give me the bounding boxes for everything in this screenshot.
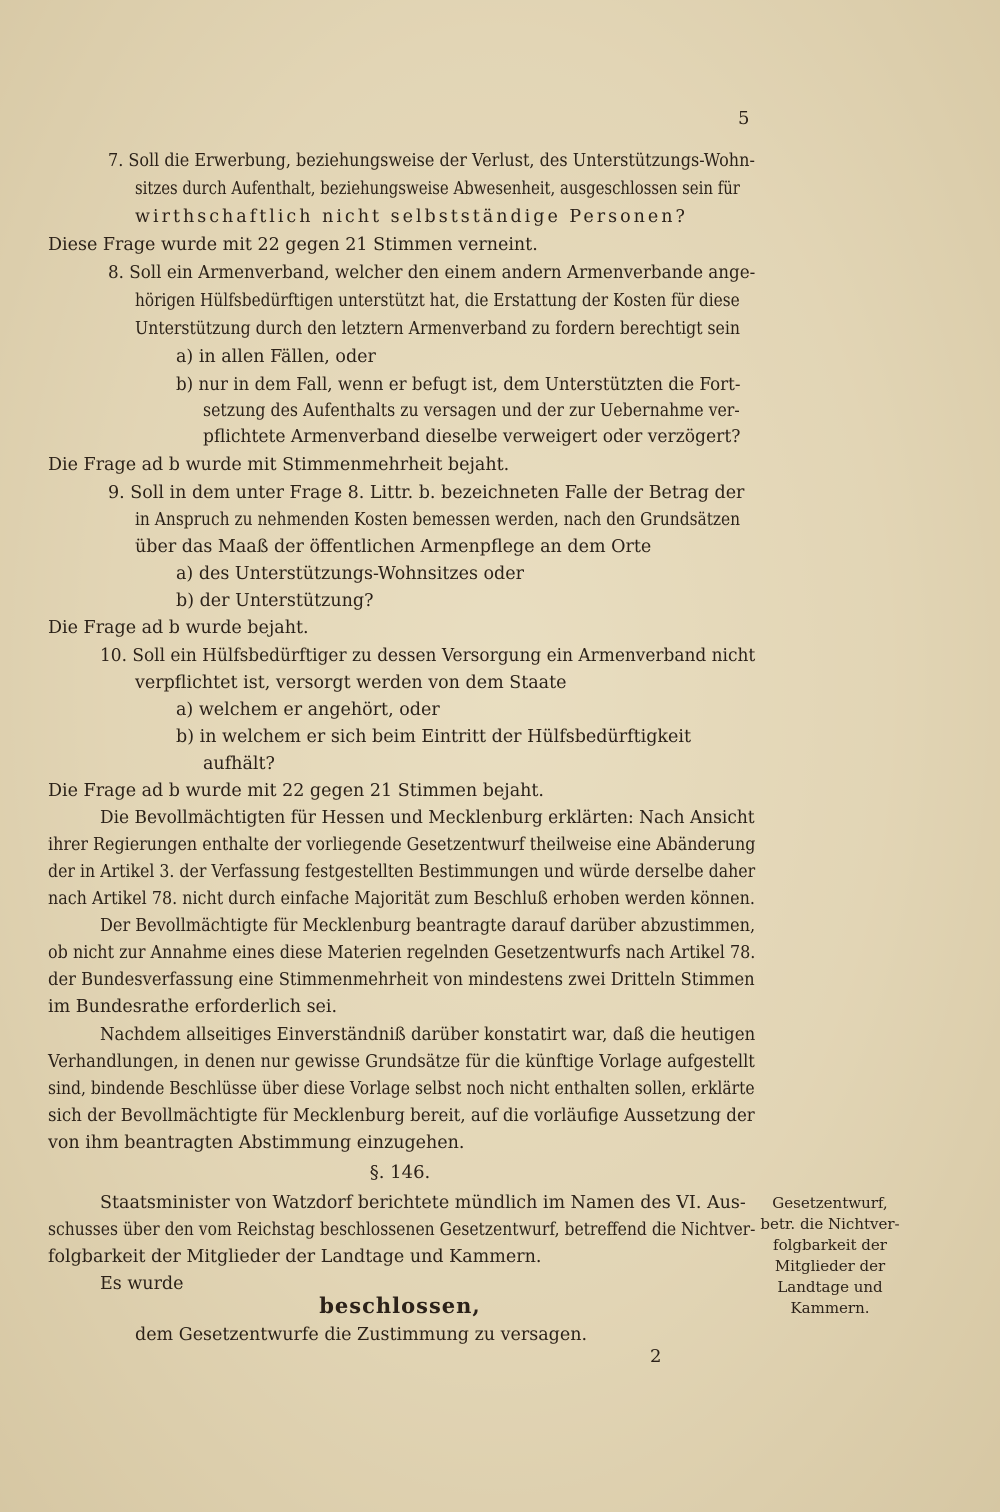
text-line: 7. Soll die Erwerbung, beziehungsweise der Verlust, des Unterstützungs-Wohn- bbox=[108, 151, 755, 171]
text-line: der in Artikel 3. der Verfassung festgestellten Bestimmungen und würde derselbe daher bbox=[48, 862, 756, 882]
text-line: sind, bindende Beschlüsse über diese Vorlage selbst noch nicht enthalten sollen, erklärte bbox=[48, 1079, 755, 1099]
margin-note-line: folgbarkeit der bbox=[773, 1236, 887, 1254]
margin-note bbox=[745, 1193, 915, 1319]
text-line: b) nur in dem Fall, wenn er befugt ist, dem Unterstützten die Fort- bbox=[176, 375, 741, 395]
text-line: pflichtete Armenverband dieselbe verweigert oder verzögert? bbox=[203, 427, 741, 447]
signature-mark: 2 bbox=[650, 1346, 662, 1367]
text-line: Die Frage ad b wurde bejaht. bbox=[48, 618, 309, 638]
page-number: 5 bbox=[738, 108, 750, 129]
text-line: 10. Soll ein Hülfsbedürftiger zu dessen Versorgung ein Armenverband nicht bbox=[100, 646, 756, 666]
text-line: über das Maaß der öffentlichen Armenpflege an dem Orte bbox=[135, 537, 652, 557]
text-line: Es wurde bbox=[100, 1274, 184, 1294]
text-line: ob nicht zur Annahme eines diese Materien regelnden Gesetzentwurfs nach Artikel 78. bbox=[48, 943, 756, 963]
margin-note-line: Gesetzentwurf, bbox=[772, 1194, 888, 1212]
text-line: nach Artikel 78. nicht durch einfache Majorität zum Beschluß erhoben werden können. bbox=[48, 889, 755, 909]
text-line: dem Gesetzentwurfe die Zustimmung zu versagen. bbox=[135, 1325, 588, 1345]
margin-note-line: betr. die Nichtver- bbox=[760, 1215, 900, 1233]
margin-note-line: Kammern. bbox=[790, 1299, 870, 1317]
text-line: Staatsminister von Watzdorf berichtete mündlich im Namen des VI. Aus- bbox=[100, 1193, 746, 1213]
margin-note-line: Landtage und bbox=[777, 1278, 883, 1296]
text-line: von ihm beantragten Abstimmung einzugehen. bbox=[48, 1133, 465, 1153]
text-line: b) der Unterstützung? bbox=[176, 591, 374, 611]
resolution-word: beschlossen, bbox=[319, 1293, 481, 1318]
section-heading: §. 146. bbox=[369, 1162, 431, 1183]
text-line: b) in welchem er sich beim Eintritt der Hülfsbedürftigkeit bbox=[176, 727, 691, 747]
text-line: sich der Bevollmächtigte für Mecklenburg bereit, auf die vorläufige Aussetzung der bbox=[48, 1106, 755, 1126]
text-line: a) welchem er angehört, oder bbox=[176, 700, 440, 720]
text-line: sitzes durch Aufenthalt, beziehungsweise Abwesenheit, ausgeschlossen sein für bbox=[135, 179, 740, 199]
text-line: setzung des Aufenthalts zu versagen und der zur Uebernahme ver- bbox=[203, 401, 740, 421]
text-line: a) des Unterstützungs-Wohnsitzes oder bbox=[176, 564, 524, 584]
text-line: wirthschaftlich nicht selbstständige Personen? bbox=[135, 207, 688, 227]
text-line: Die Bevollmächtigten für Hessen und Mecklenburg erklärten: Nach Ansicht bbox=[100, 808, 755, 828]
text-line: Die Frage ad b wurde mit Stimmenmehrheit bejaht. bbox=[48, 455, 510, 475]
text-line: Unterstützung durch den letztern Armenverband zu fordern berechtigt sein bbox=[135, 319, 740, 339]
text-line: schusses über den vom Reichstag beschlossenen Gesetzentwurf, betreffend die Nichtver- bbox=[48, 1220, 756, 1240]
text-line: Die Frage ad b wurde mit 22 gegen 21 Stimmen bejaht. bbox=[48, 781, 544, 801]
text-line: der Bundesverfassung eine Stimmenmehrheit von mindestens zwei Dritteln Stimmen bbox=[48, 970, 755, 990]
text-line: Der Bevollmächtigte für Mecklenburg beantragte darauf darüber abzustimmen, bbox=[100, 916, 756, 936]
text-line: in Anspruch zu nehmenden Kosten bemessen werden, nach den Grundsätzen bbox=[135, 510, 741, 530]
text-line: im Bundesrathe erforderlich sei. bbox=[48, 997, 338, 1017]
text-line: aufhält? bbox=[203, 754, 275, 774]
text-line: 9. Soll in dem unter Frage 8. Littr. b. bezeichneten Falle der Betrag der bbox=[108, 483, 745, 503]
margin-note-line: Mitglieder der bbox=[774, 1257, 886, 1275]
text-line: 8. Soll ein Armenverband, welcher den einem andern Armenverbande ange- bbox=[108, 263, 756, 283]
text-line: Verhandlungen, in denen nur gewisse Grundsätze für die künftige Vorlage aufgestellt bbox=[48, 1052, 755, 1072]
text-line: Nachdem allseitiges Einverständniß darüber konstatirt war, daß die heutigen bbox=[100, 1025, 756, 1045]
text-line: verpflichtet ist, versorgt werden von dem Staate bbox=[135, 673, 567, 693]
text-line: ihrer Regierungen enthalte der vorliegende Gesetzentwurf theilweise eine Abänderung bbox=[48, 835, 756, 855]
text-line: a) in allen Fällen, oder bbox=[176, 347, 376, 367]
text-line: Diese Frage wurde mit 22 gegen 21 Stimmen verneint. bbox=[48, 235, 538, 255]
text-line: hörigen Hülfsbedürftigen unterstützt hat, die Erstattung der Kosten für diese bbox=[135, 291, 740, 311]
text-line: folgbarkeit der Mitglieder der Landtage und Kammern. bbox=[48, 1247, 542, 1267]
